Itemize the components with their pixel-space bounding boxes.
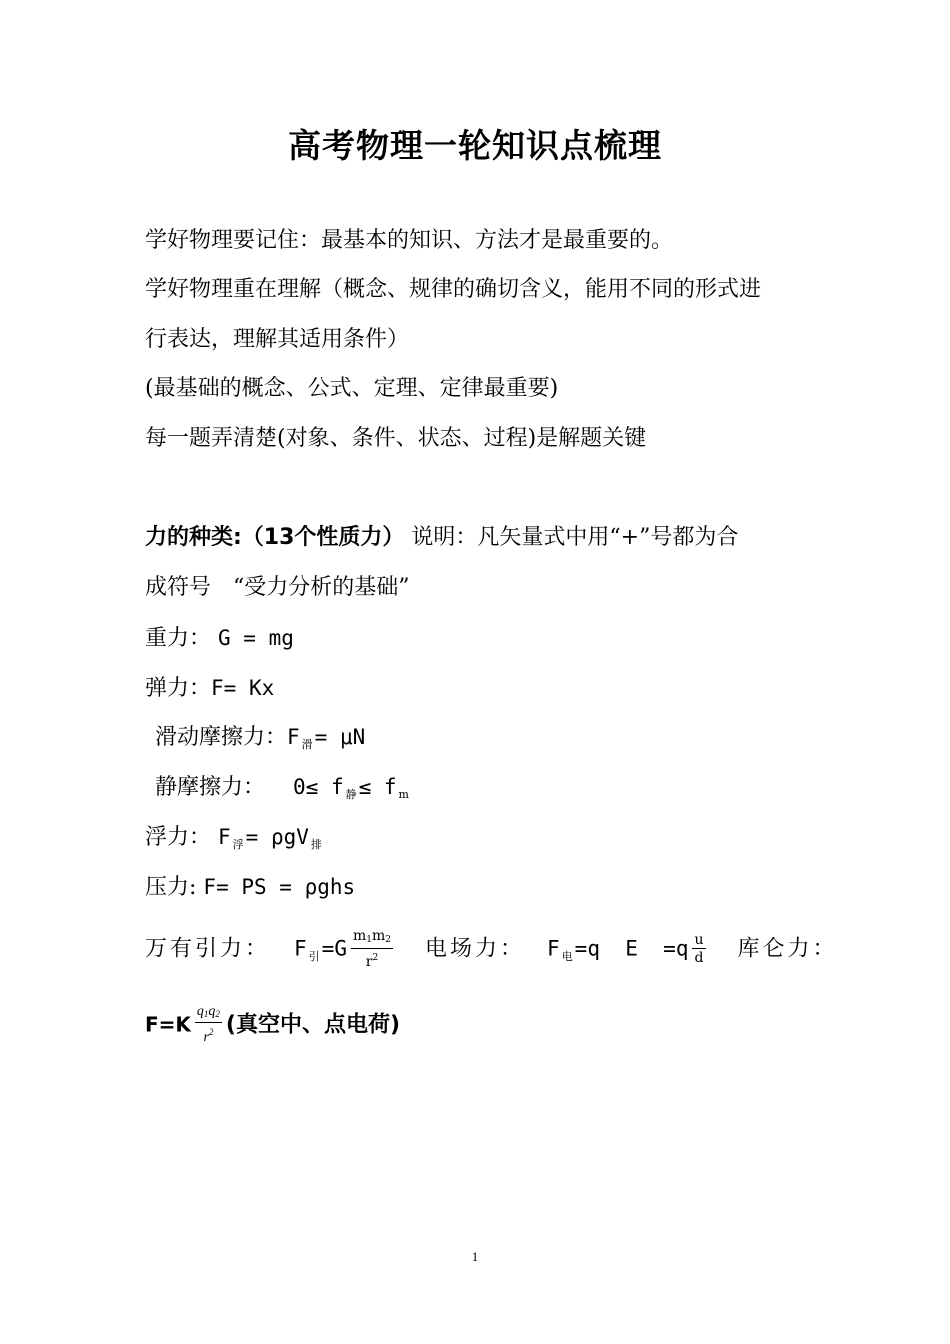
elastic-formula: F= Kx	[211, 676, 275, 700]
pressure-formula: F= PS = ρghs	[203, 875, 356, 899]
sliding-formula: = μN	[314, 725, 366, 749]
buoyancy-sub-2: 排	[310, 838, 322, 851]
gravitation-eq: =G	[321, 936, 347, 961]
force-gravitation-electric	[145, 928, 838, 977]
electric-numerator: u	[694, 932, 704, 948]
coulomb-denominator: $r^2$	[203, 1027, 214, 1045]
force-sliding-friction	[155, 722, 365, 760]
coulomb-label: 库仑力：	[737, 936, 838, 962]
page-title: 高考物理一轮知识点梳理	[288, 126, 662, 165]
buoyancy-label: 浮力：	[145, 825, 212, 850]
intro-line-1: 学好物理要记住：最基本的知识、方法才是最重要的。	[145, 228, 674, 253]
forces-header-title: 力的种类:（13个性质力）	[145, 525, 405, 550]
sliding-label: 滑动摩擦力：	[155, 725, 288, 750]
coulomb-note: (真空中、点电荷)	[225, 1012, 401, 1038]
force-elastic	[145, 673, 274, 704]
forces-header-note: 说明：凡矢量式中用“+”号都为合	[411, 525, 739, 550]
gravitation-sub: 引	[308, 949, 320, 963]
coulomb-fraction	[195, 1004, 222, 1047]
force-gravity	[145, 623, 294, 654]
buoyancy-F: F	[218, 825, 231, 849]
gravity-formula: G = mg	[218, 626, 294, 650]
force-pressure	[145, 872, 355, 903]
electric-denominator: d	[694, 950, 704, 966]
gravitation-numerator: m1m2	[351, 928, 393, 949]
pressure-label: 压力:	[145, 875, 197, 900]
intro-line-3: 行表达，理解其适用条件）	[145, 327, 410, 352]
intro-line-5: 每一题弄清楚(对象、条件、状态、过程)是解题关键	[145, 426, 647, 451]
page-number: 1	[471, 1249, 479, 1264]
buoyancy-sub: 浮	[232, 838, 244, 851]
static-label: 静摩擦力：	[155, 775, 266, 800]
electric-label: 电场力：	[425, 936, 526, 962]
gravitation-label: 万有引力：	[145, 936, 271, 962]
static-sub: 静	[345, 788, 357, 801]
static-left: 0≤ f	[293, 775, 344, 799]
force-static-friction	[155, 772, 411, 810]
forces-header-note-cont: 成符号 “受力分析的基础”	[145, 575, 410, 600]
gravitation-fraction	[351, 928, 393, 971]
gravitation-denominator: $r^2$	[365, 953, 379, 970]
coulomb-numerator: q1q2	[195, 1004, 222, 1023]
sliding-sub: 滑	[301, 738, 313, 751]
force-coulomb	[145, 1004, 400, 1047]
electric-fraction	[692, 932, 705, 967]
force-buoyancy	[145, 822, 324, 860]
sliding-F: F	[287, 725, 300, 749]
forces-header	[145, 523, 738, 553]
gravity-label: 重力：	[145, 626, 212, 651]
coulomb-prefix: F=K	[145, 1012, 191, 1037]
buoyancy-mid: = ρgV	[245, 825, 309, 849]
static-mid: ≤ f	[358, 775, 397, 799]
gravitation-F: F	[294, 936, 307, 961]
elastic-label: 弹力：	[145, 676, 212, 701]
electric-mid: =q E =q	[574, 936, 689, 961]
intro-line-4: (最基础的概念、公式、定理、定律最重要)	[145, 376, 559, 401]
electric-F: F	[547, 936, 560, 961]
electric-sub: 电	[561, 949, 573, 963]
static-sub-2: m	[398, 788, 409, 801]
intro-line-2: 学好物理重在理解（概念、规律的确切含义，能用不同的形式进	[145, 277, 762, 302]
